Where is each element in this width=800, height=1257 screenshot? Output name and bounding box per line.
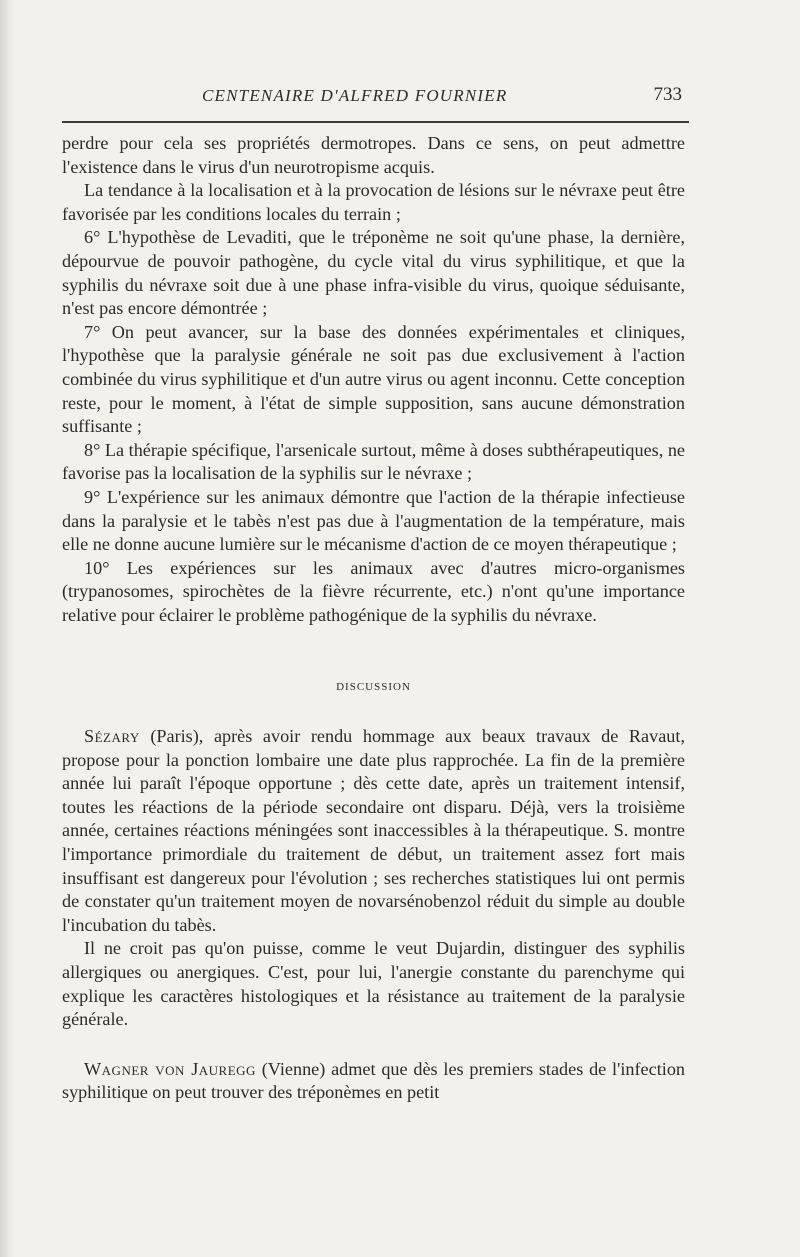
page-edge-shadow bbox=[0, 0, 14, 1257]
discussion-heading: DISCUSSION bbox=[336, 681, 411, 693]
running-head bbox=[62, 82, 682, 108]
conclusion-paragraph: 7° On peut avancer, sur la base des données expérimentales et cliniques, l'hypothèse que la paralysie générale ne soit pas due exclusivement à l'action combinée du virus syphilitique et d'un autre virus ou agent inconnu. Cette conception reste, pour le moment, à l'état de simple supposition, sans aucune démonstration suffisante ; bbox=[62, 321, 685, 437]
conclusion-paragraph: 8° La thérapie spécifique, l'arsenicale surtout, même à doses subthérapeutiques, ne favorise pas la localisation de la syphilis sur le névraxe ; bbox=[62, 439, 685, 484]
header-rule bbox=[62, 121, 689, 123]
discussion-paragraph bbox=[62, 725, 685, 937]
running-title: CENTENAIRE D'ALFRED FOURNIER bbox=[202, 86, 508, 105]
conclusion-paragraph: La tendance à la localisation et à la provocation de lésions sur le névraxe peut être favorisée par les conditions locales du terrain ; bbox=[62, 180, 685, 224]
conclusions-section bbox=[62, 132, 685, 627]
discussion-paragraph bbox=[62, 1058, 685, 1105]
conclusion-paragraph: 9° L'expérience sur les animaux démontre que l'action de la thérapie infectieuse dans la paralysie et le tabès n'est pas due à l'augmentation de la température, mais elle ne donne aucune lumière sur le mécanisme d'action de ce moyen thérapeutique ; bbox=[62, 486, 685, 555]
page-number: 733 bbox=[653, 84, 682, 105]
conclusion-paragraph: 10° Les expériences sur les animaux avec d'autres micro-organismes (trypanosomes, spirochètes de la fièvre récurrente, etc.) n'ont qu'une importance relative pour éclairer le problème pathogénique de la syphilis du névraxe. bbox=[62, 557, 685, 625]
discussion-text: (Paris), après avoir rendu hommage aux beaux travaux de Ravaut, propose pour la ponction lombaire une date plus rapprochée. La fin de la première année lui paraît l'époque opportune ; dès cette date, après un traitement intensif, toutes les réactions de la période secondaire ont disparu. Déjà, vers la troisième année, certaines réactions méningées sont inaccessibles à la thérapeutique. S. montre l'importance primordiale du traitement de début, un traitement assez fort mais insuffisant est dangereux pour l'évolution ; ses recherches statistiques lui ont permis de constater qu'un traitement moyen de novarsénobenzol réduit du simple au double l'incubation du tabès. bbox=[62, 726, 685, 935]
discussion-paragraph: Il ne croit pas qu'on puisse, comme le veut Dujardin, distinguer des syphilis allergiques ou anergiques. C'est, pour lui, l'anergie constante du parenchyme qui explique les caractères histologiques et la résistance au traitement de la paralysie générale. bbox=[62, 938, 685, 1030]
discussion-text: (Vienne) admet que dès les premiers stades de l'infection syphilitique on peut trouver des tréponèmes en petit bbox=[62, 1058, 686, 1103]
speaker-name: Sézary bbox=[84, 726, 140, 746]
paragraph-gap bbox=[62, 1032, 685, 1058]
conclusion-paragraph: 6° L'hypothèse de Levaditi, que le tréponème ne soit qu'une phase, la dernière, dépourvue de pouvoir pathogène, du cycle vital du virus syphilitique, et que la syphilis du névraxe soit due à une phase infra-visible du virus, quoique séduisante, n'est pas encore démontrée ; bbox=[62, 227, 685, 319]
conclusion-paragraph: perdre pour cela ses propriétés dermotropes. Dans ce sens, on peut admettre l'existence dans le virus d'un neurotropisme acquis. bbox=[62, 133, 685, 177]
speaker-name: Wagner von Jauregg bbox=[84, 1058, 256, 1079]
discussion-section bbox=[62, 725, 685, 1105]
